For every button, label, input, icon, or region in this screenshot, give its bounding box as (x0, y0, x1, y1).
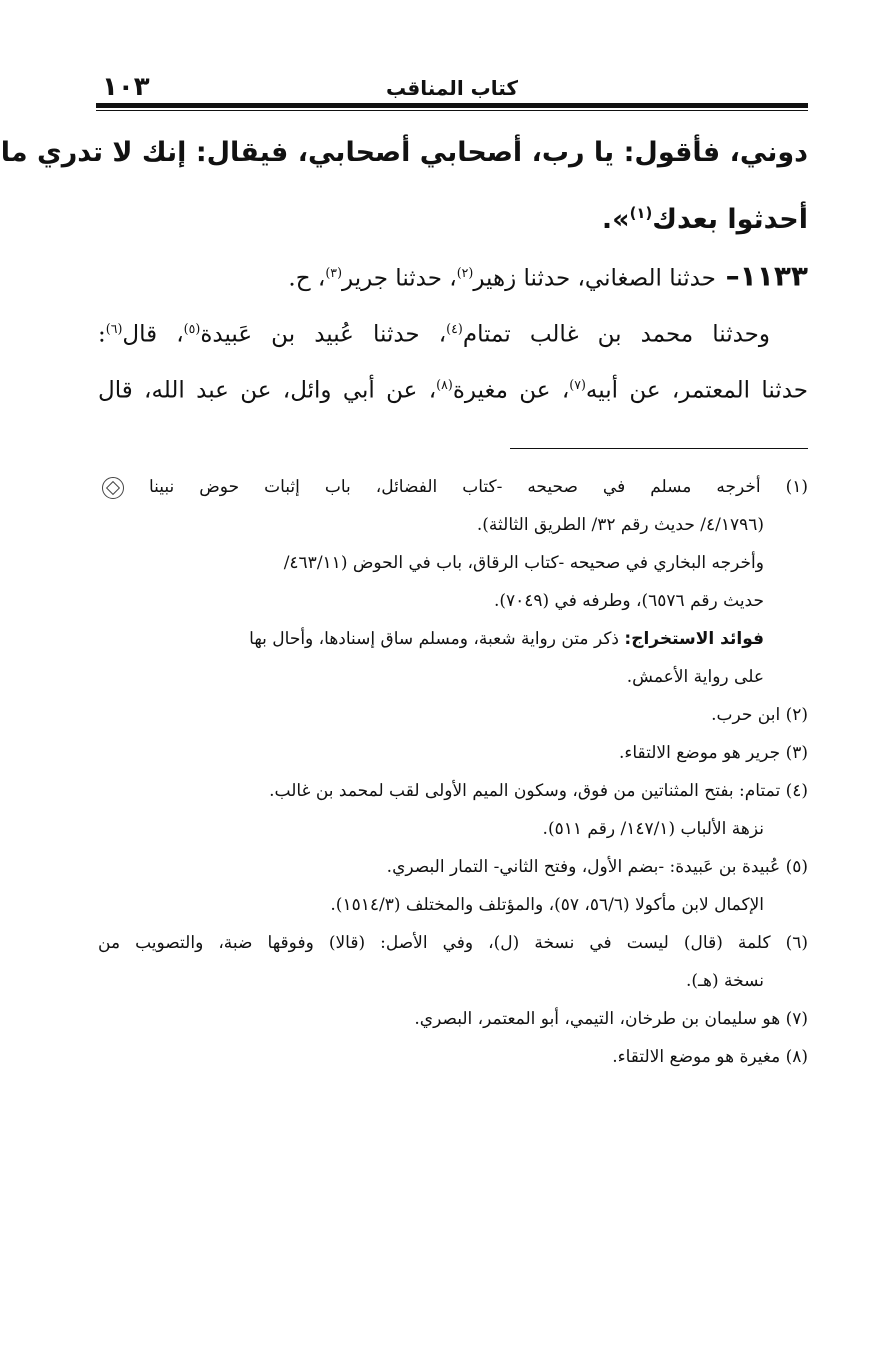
footnote-label: فوائد الاستخراج: (624, 629, 764, 649)
footnote-ref: (١) (629, 204, 653, 222)
footnote-line: نسخة (هـ). (685, 971, 764, 991)
footnote-line: (٢) ابن حرب. (711, 705, 808, 725)
footnote-line: وأخرجه البخاري في صحيحه -كتاب الرقاق، باب في الحوض (٤٦٣/١١/ (283, 553, 764, 573)
footnote-ref: (٢) (456, 265, 474, 280)
main-text (0, 128, 809, 416)
footnotes (98, 468, 808, 1076)
text-run: ». (601, 204, 630, 235)
text-run: ذكر متن رواية شعبة، ومسلم ساق إسنادها، وأحال بها (249, 629, 625, 649)
text-run: حدثنا المعتمر، عن أبيه (585, 377, 809, 404)
footnote-line: نزهة الألباب (١٤٧/١/ رقم ٥١١). (542, 819, 764, 839)
salla-icon (102, 477, 124, 499)
text-run: وحدثنا محمد بن غالب تمتام (462, 321, 770, 348)
footnote-line (98, 468, 808, 506)
text-run: : (98, 321, 106, 348)
text-run: ، ح. (288, 265, 326, 292)
hadith-dash: – (715, 259, 740, 293)
text-run: ، عن مغيرة (452, 377, 570, 404)
footnote-ref: (٧) (569, 377, 586, 392)
footnote-ref: (٤) (446, 321, 463, 336)
text-run: أحدثوا بعدك (652, 204, 808, 235)
text-run: ، عن أبي وائل، عن عبد الله، قال (98, 377, 437, 404)
text-run: ، حدثنا جرير (342, 265, 457, 292)
page-header (96, 72, 808, 106)
footnote-line: (٥) عُبيدة بن عَبيدة: -بضم الأول، وفتح الثاني- التمار البصري. (386, 857, 808, 877)
footnote-line: (٦) كلمة (قال) ليست في نسخة (ل)، وفي الأصل: (قالا) وفوقها ضبة، والتصويب من (98, 933, 808, 953)
main-line (98, 304, 808, 360)
hadith-number: ١١٣٣ (739, 259, 808, 293)
footnote-line (98, 620, 808, 658)
text-run: ، قال (122, 321, 184, 348)
footnote-ref: (٨) (436, 377, 453, 392)
header-rule-thin (96, 110, 808, 111)
main-line (98, 360, 808, 416)
footnote-line: (٧) هو سليمان بن طرخان، التيمي، أبو المعتمر، البصري. (414, 1009, 808, 1029)
footnote-line: الإكمال لابن مأكولا (٥٦/٦، ٥٧)، والمؤتلف والمختلف (١٥١٤/٣). (330, 895, 764, 915)
text-run: حدثنا الصغاني، حدثنا زهير (473, 265, 716, 292)
footnote-separator (510, 448, 808, 449)
footnote-line: حديث رقم ٦٥٧٦)، وطرفه في (٧٠٤٩). (493, 591, 764, 611)
footnote-line: (٣) جرير هو موضع الالتقاء. (618, 743, 808, 763)
main-line (98, 248, 808, 304)
footnote-line: (٤/١٧٩٦/ حديث رقم ٣٢/ الطريق الثالثة). (476, 515, 764, 535)
text-run: ، حدثنا عُبيد بن عَبيدة (200, 321, 447, 348)
main-line (98, 188, 808, 248)
footnote-ref: (٥) (183, 321, 201, 336)
running-title: كتاب المناقب (385, 76, 519, 100)
footnote-ref: (٣) (325, 265, 342, 280)
footnote-line: (٨) مغيرة هو موضع الالتقاء. (612, 1047, 808, 1067)
main-line: دوني، فأقول: يا رب، أصحابي أصحابي، فيقال: إنك لا تدري ما (0, 137, 808, 168)
footnote-line: (٤) تمتام: بفتح المثناتين من فوق، وسكون الميم الأولى لقب لمحمد بن غالب. (269, 781, 808, 801)
page-number: ١٠٣ (102, 72, 150, 102)
footnote-line: على رواية الأعمش. (626, 667, 764, 687)
header-rule-thick (96, 103, 808, 108)
text-run: (١) أخرجه مسلم في صحيحه -كتاب الفضائل، باب إثبات حوض نبينا (148, 477, 808, 497)
footnote-ref: (٦) (105, 321, 123, 336)
